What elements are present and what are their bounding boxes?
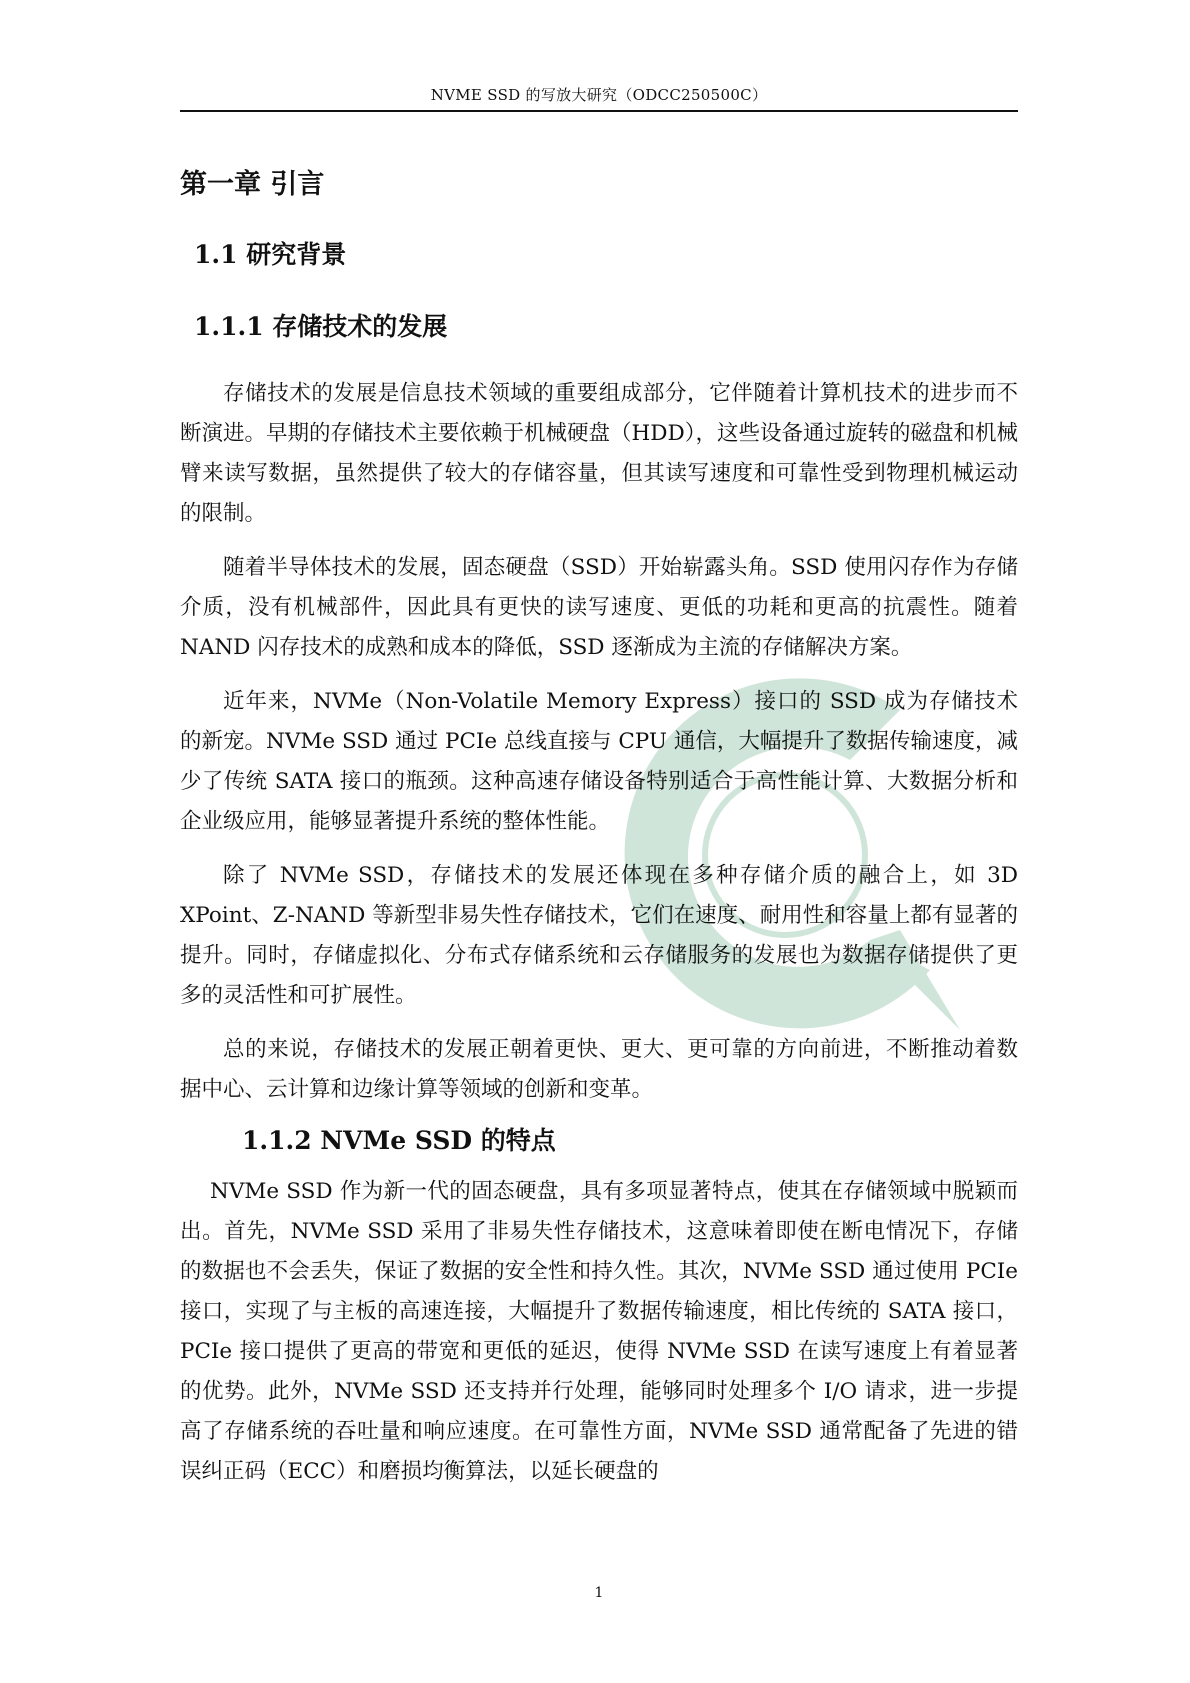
page-header: NVME SSD 的写放大研究（ODCC250500C）: [430, 86, 768, 104]
page-number: 1: [594, 1585, 604, 1601]
section-title-1-1-1: 1.1.1 存储技术的发展: [194, 312, 448, 341]
paragraph: 近年来，NVMe（Non-Volatile Memory Express）接口的 SSD 成为存储技术的新宠。NVMe SSD 通过 PCIe 总线直接与 CPU 通信，大幅提升了数据传输速度，减少了传统 SATA 接口的瓶颈。这种高速存储设备特别适合于高性能计算、大数据分析和企业级应用，能够显著提升系统的整体性能。: [180, 689, 1018, 834]
paragraph: 除了 NVMe SSD，存储技术的发展还体现在多种存储介质的融合上，如 3D XPoint、Z-NAND 等新型非易失性存储技术，它们在速度、耐用性和容量上都有显著的提升。同时，存储虚拟化、分布式存储系统和云存储服务的发展也为数据存储提供了更多的灵活性和可扩展性。: [180, 863, 1018, 1008]
header-rule: [180, 110, 1018, 112]
paragraph: 存储技术的发展是信息技术领域的重要组成部分，它伴随着计算机技术的进步而不断演进。早期的存储技术主要依赖于机械硬盘（HDD），这些设备通过旋转的磁盘和机械臂来读写数据，虽然提供了较大的存储容量，但其读写速度和可靠性受到物理机械运动的限制。: [180, 381, 1018, 526]
section-title-1-1-2: 1.1.2 NVMe SSD 的特点: [242, 1126, 556, 1155]
section-title-1-1: 1.1 研究背景: [194, 240, 347, 269]
paragraph: NVMe SSD 作为新一代的固态硬盘，具有多项显著特点，使其在存储领域中脱颖而出。首先，NVMe SSD 采用了非易失性存储技术，这意味着即使在断电情况下，存储的数据也不会丢失，保证了数据的安全性和持久性。其次，NVMe SSD 通过使用 PCIe 接口，实现了与主板的高速连接，大幅提升了数据传输速度，相比传统的 SATA 接口，PCIe 接口提供了更高的带宽和更低的延迟，使得 NVMe SSD 在读写速度上有着显著的优势。此外，NVMe SSD 还支持并行处理，能够同时处理多个 I/O 请求，进一步提高了存储系统的吞吐量和响应速度。在可靠性方面，NVMe SSD 通常配备了先进的错误纠正码（ECC）和磨损均衡算法，以延长硬盘的: [180, 1179, 1018, 1484]
chapter-title: 第一章 引言: [180, 169, 325, 200]
paragraph: 随着半导体技术的发展，固态硬盘（SSD）开始崭露头角。SSD 使用闪存作为存储介质，没有机械部件，因此具有更快的读写速度、更低的功耗和更高的抗震性。随着 NAND 闪存技术的成熟和成本的降低，SSD 逐渐成为主流的存储解决方案。: [180, 555, 1018, 660]
paragraph: 总的来说，存储技术的发展正朝着更快、更大、更可靠的方向前进，不断推动着数据中心、云计算和边缘计算等领域的创新和变革。: [180, 1037, 1018, 1102]
main-content: [180, 150, 1018, 1492]
